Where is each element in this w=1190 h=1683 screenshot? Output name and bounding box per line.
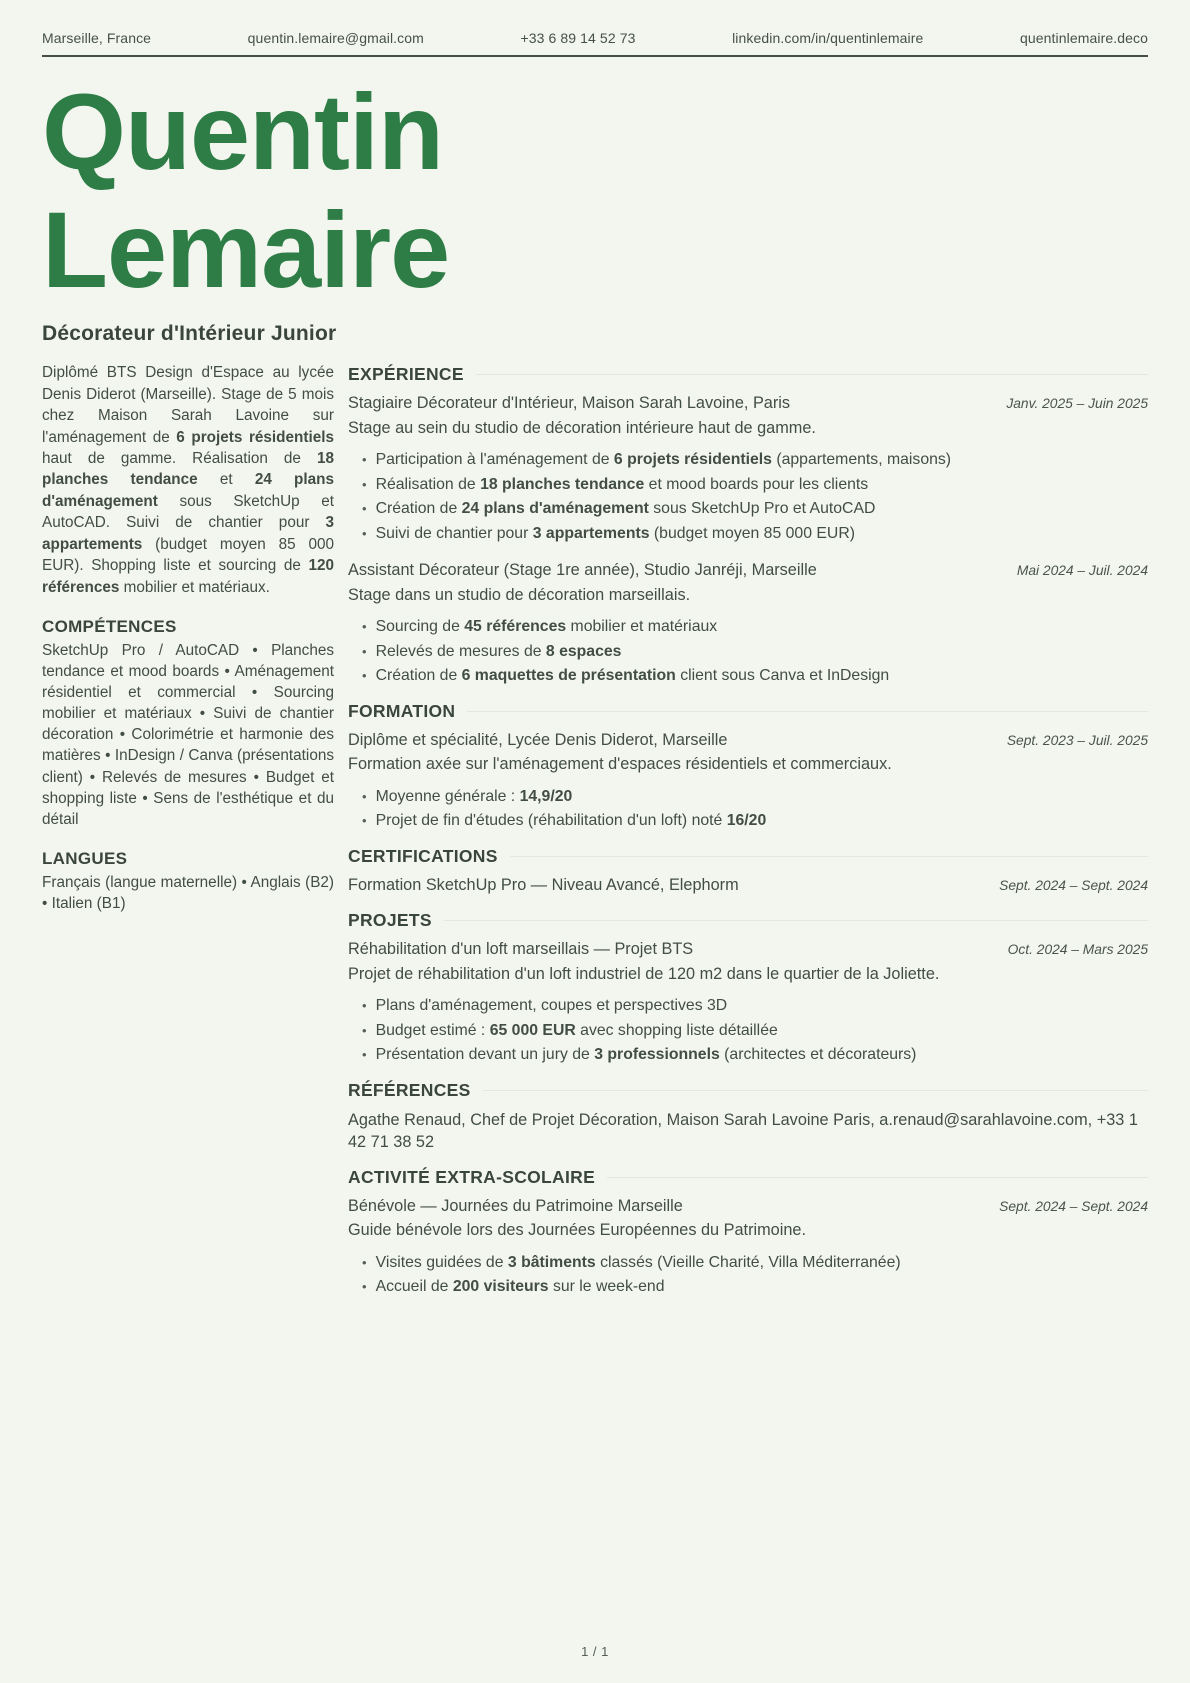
entry (348, 1109, 1148, 1153)
entry-subtitle: Stage au sein du studio de décoration intérieure haut de gamme. (348, 418, 816, 437)
bullet-item (362, 449, 1148, 470)
bullet-text: Budget estimé : 65 000 EUR avec shopping liste détaillée (375, 1021, 778, 1039)
candidate-last-name: Lemaire (42, 188, 450, 310)
bullet-item (362, 523, 1148, 544)
section-title: CERTIFICATIONS (348, 845, 498, 866)
section-heading (348, 1080, 1148, 1101)
section-title: FORMATION (348, 700, 456, 721)
sidebar-heading-competences: COMPÉTENCES (42, 616, 177, 636)
bullet-icon: • (362, 643, 367, 659)
bullet-icon: • (362, 452, 367, 468)
bullet-text: Réalisation de 18 planches tendance et mood boards pour les clients (375, 475, 869, 493)
bullet-icon: • (362, 1279, 367, 1295)
entry-date: Janv. 2025 – Juin 2025 (1006, 396, 1148, 412)
section-divider (467, 711, 1148, 712)
bullet-text: Participation à l'aménagement de 6 projets résidentiels (appartements, maisons) (375, 451, 952, 469)
section-heading (348, 364, 1148, 385)
entry-header (348, 1196, 1148, 1218)
section-divider (483, 1090, 1148, 1091)
bullet-list (348, 786, 1148, 832)
page-indicator: 1 / 1 (581, 1644, 609, 1659)
candidate-first-name: Quentin (42, 71, 443, 192)
bullet-item (362, 786, 1148, 807)
entry-date: Sept. 2023 – Juil. 2025 (1006, 732, 1148, 748)
section-heading (348, 846, 1148, 867)
entry-date: Mai 2024 – Juil. 2024 (1016, 563, 1148, 579)
bullet-text: Présentation devant un jury de 3 professionnels (architectes et décorateurs) (375, 1046, 917, 1064)
bullet-text: Accueil de 200 visiteurs sur le week-end (375, 1278, 665, 1296)
section-title: ACTIVITÉ EXTRA-SCOLAIRE (348, 1166, 596, 1187)
languages-text: Français (langue maternelle) • Anglais (B2) • Italien (B1) (42, 873, 334, 912)
entry-subtitle: Formation axée sur l'aménagement d'espaces résidentiels et commerciaux. (348, 755, 892, 774)
bullet-icon: • (362, 1047, 367, 1063)
section-title: PROJETS (348, 910, 432, 931)
bullet-item (362, 1044, 1148, 1065)
section-certifications (348, 846, 1148, 897)
entry-date: Sept. 2024 – Sept. 2024 (999, 877, 1148, 893)
entry-title: Formation SketchUp Pro — Niveau Avancé, Elephorm (348, 875, 739, 894)
candidate-name (42, 73, 1148, 308)
section-references (348, 1080, 1148, 1153)
bullet-icon: • (362, 525, 367, 541)
entry (348, 939, 1148, 1065)
bullet-item (362, 641, 1148, 662)
bullet-text: Création de 6 maquettes de présentation client sous Canva et InDesign (375, 667, 890, 685)
bullet-item (362, 1276, 1148, 1297)
bullet-text: Projet de fin d'études (réhabilitation d'un loft) noté 16/20 (375, 812, 767, 830)
bullet-item (362, 474, 1148, 495)
bullet-text: Création de 24 plans d'aménagement sous SketchUp Pro et AutoCAD (375, 500, 876, 518)
bullet-icon: • (362, 619, 367, 635)
bullet-icon: • (362, 1022, 367, 1038)
bullet-text: Suivi de chantier pour 3 appartements (budget moyen 85 000 EUR) (375, 524, 855, 542)
bullet-item (362, 1020, 1148, 1041)
entry-date: Sept. 2024 – Sept. 2024 (999, 1198, 1148, 1214)
bullet-item (362, 810, 1148, 831)
entry (348, 730, 1148, 832)
section-formation (348, 701, 1148, 832)
entry-date: Oct. 2024 – Mars 2025 (1007, 942, 1148, 958)
bullet-text: Relevés de mesures de 8 espaces (375, 642, 622, 660)
entry-title: Assistant Décorateur (Stage 1re année), Studio Janréji, Marseille (348, 561, 817, 580)
section-divider (444, 920, 1148, 921)
entry-header (348, 730, 1148, 752)
entry-subtitle: Guide bénévole lors des Journées Européennes du Patrimoine. (348, 1221, 806, 1240)
bullet-icon: • (362, 476, 367, 492)
bullet-item (362, 995, 1148, 1016)
header-divider (42, 55, 1148, 57)
bullet-icon: • (362, 788, 367, 804)
sidebar (42, 362, 334, 914)
section-title: EXPÉRIENCE (348, 364, 464, 385)
entry-title: Diplôme et spécialité, Lycée Denis Diderot, Marseille (348, 730, 728, 749)
bullet-icon: • (362, 668, 367, 684)
skills-text: SketchUp Pro / AutoCAD • Planches tendance et mood boards • Aménagement résidentiel et commercial • Sourcing mobilier et matériaux • Suivi de chantier décoration • Colorimétrie et harmonie des matières • InDesign / Canva (présentations client) • Relevés de mesures • Budget et shopping liste • Sens de l'esthétique et du détail (42, 641, 334, 828)
entry-text: Agathe Renaud, Chef de Projet Décoration, Maison Sarah Lavoine Paris, a.renaud@sarahlavoine.com, +33 1 42 71 38 52 (348, 1110, 1138, 1151)
section-heading (348, 701, 1148, 722)
entry-header (348, 875, 1148, 897)
entry-header (348, 939, 1148, 961)
bullet-icon: • (362, 813, 367, 829)
bullet-icon: • (362, 1254, 367, 1270)
section-heading (348, 1167, 1148, 1188)
entry-subtitle: Projet de réhabilitation d'un loft industriel de 120 m2 dans le quartier de la Joliette. (348, 964, 940, 983)
contact-email: quentin.lemaire@gmail.com (247, 30, 424, 46)
contact-phone: +33 6 89 14 52 73 (520, 30, 636, 46)
sidebar-heading-langues: LANGUES (42, 848, 128, 868)
bullet-icon: • (362, 501, 367, 517)
candidate-role: Décorateur d'Intérieur Junior (42, 322, 337, 346)
bullet-item (362, 665, 1148, 686)
section-projets (348, 910, 1148, 1065)
bullet-list (348, 449, 1148, 544)
bullet-text: Sourcing de 45 références mobilier et matériaux (375, 618, 718, 636)
entry-title: Bénévole — Journées du Patrimoine Marseille (348, 1196, 683, 1215)
entry-title: Stagiaire Décorateur d'Intérieur, Maison Sarah Lavoine, Paris (348, 394, 791, 413)
bullet-item (362, 1252, 1148, 1273)
contact-bar (42, 30, 1148, 46)
bullet-item (362, 498, 1148, 519)
bullet-list (348, 1252, 1148, 1298)
bullet-list (348, 616, 1148, 686)
main-column (348, 362, 1148, 1311)
bullet-list (348, 995, 1148, 1065)
entry (348, 875, 1148, 897)
bullet-icon: • (362, 998, 367, 1014)
entry-header (348, 393, 1148, 415)
contact-linkedin: linkedin.com/in/quentinlemaire (732, 30, 924, 46)
entry-title: Réhabilitation d'un loft marseillais — Projet BTS (348, 940, 694, 959)
entry (348, 560, 1148, 686)
bullet-text: Plans d'aménagement, coupes et perspectives 3D (375, 997, 728, 1015)
entry (348, 1196, 1148, 1298)
section-heading (348, 910, 1148, 931)
section-divider (607, 1177, 1148, 1178)
section-activite-extra-scolaire (348, 1167, 1148, 1298)
entry-subtitle: Stage dans un studio de décoration marseillais. (348, 585, 691, 604)
resume-body (42, 362, 1148, 1311)
section-title: RÉFÉRENCES (348, 1079, 471, 1100)
contact-website: quentinlemaire.deco (1020, 30, 1148, 46)
section-divider (510, 856, 1148, 857)
contact-location: Marseille, France (42, 30, 152, 46)
entry-header (348, 560, 1148, 582)
bullet-text: Moyenne générale : 14,9/20 (375, 787, 573, 805)
bullet-item (362, 616, 1148, 637)
section-experience (348, 364, 1148, 686)
section-divider (476, 374, 1148, 375)
bullet-text: Visites guidées de 3 bâtiments classés (Vieille Charité, Villa Méditerranée) (375, 1253, 901, 1271)
entry (348, 393, 1148, 544)
profile-summary: Diplômé BTS Design d'Espace au lycée Denis Diderot (Marseille). Stage de 5 mois chez Maison Sarah Lavoine sur l'aménagement de 6 projets résidentiels haut de gamme. Réalisation de 18 planches tendance et 24 plans d'aménagement sous SketchUp et AutoCAD. Suivi de chantier pour 3 appartements (budget moyen 85 000 EUR). Shopping liste et sourcing de 120 références mobilier et matériaux. (42, 364, 334, 596)
